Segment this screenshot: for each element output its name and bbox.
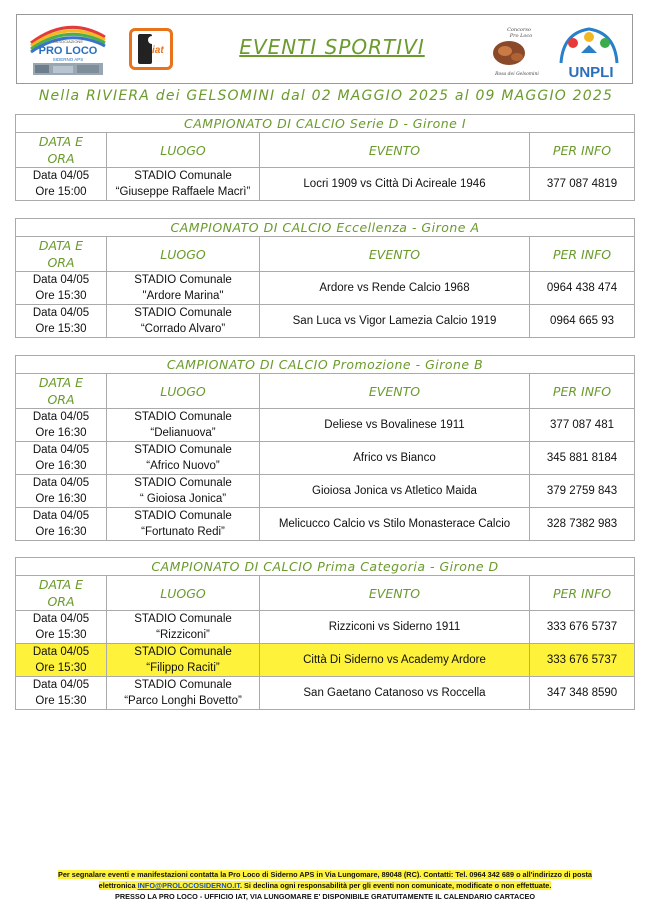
date-time-cell: [16, 475, 107, 508]
column-header-event: EVENTO: [260, 576, 530, 611]
pro-loco-logo: [27, 21, 109, 77]
column-header-date-line1: DATA E: [38, 375, 84, 390]
header-box: [16, 14, 633, 84]
venue-cell-line1: STADIO Comunale: [134, 477, 232, 489]
date-range-subtitle: Nella RIVIERA dei GELSOMINI dal 02 MAGGIO 2025 al 09 MAGGIO 2025: [38, 88, 614, 104]
table-row: [16, 475, 635, 508]
match-cell: Gioiosa Jonica vs Atletico Maida: [260, 475, 530, 508]
date-time-cell-line1: Data 04/05: [32, 510, 90, 522]
venue-cell: [107, 677, 260, 710]
date-time-cell: [16, 644, 107, 677]
info-i-icon: [138, 34, 152, 64]
date-time-cell-line2: Ore 15:30: [35, 290, 87, 302]
date-time-cell: [16, 168, 107, 201]
column-header-date-line1: DATA E: [38, 238, 84, 253]
contact-phone-cell: 0964 438 474: [530, 272, 635, 305]
section-title-row: [16, 219, 635, 237]
contact-phone-cell: 328 7382 983: [530, 508, 635, 541]
section-title: CAMPIONATO DI CALCIO Serie D - Girone I: [16, 115, 635, 133]
rosa-logo-line2: Pro Loco: [509, 33, 533, 39]
column-header-event: EVENTO: [260, 374, 530, 409]
date-time-cell-line2: Ore 15:30: [35, 695, 87, 707]
match-cell: Deliese vs Bovalinese 1911: [260, 409, 530, 442]
venue-cell-line2: “Parco Longhi Bovetto”: [124, 695, 242, 707]
footer-line1: Per segnalare eventi e manifestazioni contatta la Pro Loco di Siderno APS in Via Lungomare, 89048 (RC). Contatti: Tel. 0964 342 689 o all'indirizzo di posta: [57, 870, 592, 879]
section-title: CAMPIONATO DI CALCIO Prima Categoria - Girone D: [16, 558, 635, 576]
venue-cell: [107, 168, 260, 201]
date-time-cell: [16, 305, 107, 338]
table-row: [16, 611, 635, 644]
table-row: [16, 305, 635, 338]
venue-cell-line1: STADIO Comunale: [134, 307, 232, 319]
date-time-cell: [16, 409, 107, 442]
footer-notice: [15, 869, 635, 902]
match-cell: Ardore vs Rende Calcio 1968: [260, 272, 530, 305]
date-time-cell-line2: Ore 15:00: [35, 186, 87, 198]
match-cell: Rizziconi vs Siderno 1911: [260, 611, 530, 644]
column-header-date: [16, 576, 107, 611]
column-header-row: [16, 237, 635, 272]
iat-logo: [129, 28, 173, 70]
column-header-place: LUOGO: [107, 576, 260, 611]
column-header-place: LUOGO: [107, 133, 260, 168]
rosa-dei-gelsomini-logo: [487, 23, 543, 79]
pro-loco-logo-line1: ASSOCIAZIONE: [52, 39, 84, 44]
date-time-cell-line1: Data 04/05: [32, 170, 90, 182]
venue-cell: [107, 272, 260, 305]
unpli-logo-text: UNPLI: [568, 64, 614, 81]
venue-cell-line2: "Ardore Marina": [142, 290, 224, 302]
venue-cell-line1: STADIO Comunale: [134, 679, 232, 691]
column-header-row: [16, 576, 635, 611]
date-time-cell-line2: Ore 16:30: [35, 427, 87, 439]
column-header-info: PER INFO: [530, 237, 635, 272]
column-header-date-line2: ORA: [47, 392, 75, 407]
date-time-cell-line1: Data 04/05: [32, 411, 90, 423]
date-time-cell-line2: Ore 16:30: [35, 493, 87, 505]
venue-cell-line1: STADIO Comunale: [134, 411, 232, 423]
column-header-date-line1: DATA E: [38, 577, 84, 592]
match-cell: Città Di Siderno vs Academy Ardore: [260, 644, 530, 677]
venue-cell-line2: “Filippo Raciti”: [146, 662, 220, 674]
venue-cell: [107, 508, 260, 541]
date-time-cell-line2: Ore 15:30: [35, 323, 87, 335]
venue-cell: [107, 475, 260, 508]
match-cell: San Gaetano Catanoso vs Roccella: [260, 677, 530, 710]
table-row: [16, 677, 635, 710]
footer-email-link[interactable]: INFO@PROLOCOSIDERNO.IT: [137, 881, 240, 890]
table-row: [16, 508, 635, 541]
column-header-row: [16, 374, 635, 409]
venue-cell-line2: “Rizziconi”: [156, 629, 210, 641]
section-title-row: [16, 558, 635, 576]
page-title: EVENTI SPORTIVI: [239, 35, 425, 59]
contact-phone-cell: 0964 665 93: [530, 305, 635, 338]
column-header-info: PER INFO: [530, 374, 635, 409]
date-time-cell: [16, 677, 107, 710]
footer-line2a: elettronica: [98, 881, 138, 890]
venue-cell: [107, 305, 260, 338]
venue-cell-line2: “Fortunato Redi”: [141, 526, 225, 538]
unpli-logo: [553, 23, 625, 81]
column-header-date-line1: DATA E: [38, 134, 84, 149]
date-time-cell-line1: Data 04/05: [32, 679, 90, 691]
venue-cell-line2: “Delianuova”: [150, 427, 216, 439]
contact-phone-cell: 345 881 8184: [530, 442, 635, 475]
column-header-date: [16, 133, 107, 168]
date-time-cell-line1: Data 04/05: [32, 307, 90, 319]
contact-phone-cell: 333 676 5737: [530, 611, 635, 644]
date-time-cell-line2: Ore 15:30: [35, 629, 87, 641]
venue-cell-line2: “Corrado Alvaro”: [140, 323, 226, 335]
events-table-eccellenza: [15, 218, 635, 338]
contact-phone-cell: 347 348 8590: [530, 677, 635, 710]
table-row: [16, 442, 635, 475]
contact-phone-cell: 377 087 4819: [530, 168, 635, 201]
venue-cell-line2: “ Gioiosa Jonica”: [139, 493, 227, 505]
column-header-event: EVENTO: [260, 133, 530, 168]
date-time-cell-line1: Data 04/05: [32, 477, 90, 489]
match-cell: San Luca vs Vigor Lamezia Calcio 1919: [260, 305, 530, 338]
venue-cell-line1: STADIO Comunale: [134, 444, 232, 456]
date-time-cell: [16, 272, 107, 305]
column-header-date: [16, 374, 107, 409]
column-header-info: PER INFO: [530, 576, 635, 611]
column-header-row: [16, 133, 635, 168]
column-header-date: [16, 237, 107, 272]
events-table-prima-categoria: [15, 557, 635, 710]
date-time-cell: [16, 442, 107, 475]
section-title-row: [16, 356, 635, 374]
date-time-cell-line1: Data 04/05: [32, 444, 90, 456]
column-header-date-line2: ORA: [47, 594, 75, 609]
date-time-cell-line2: Ore 16:30: [35, 526, 87, 538]
contact-phone-cell: 379 2759 843: [530, 475, 635, 508]
rosa-logo-line3: Rosa dei Gelsomini: [495, 72, 539, 77]
column-header-event: EVENTO: [260, 237, 530, 272]
events-table-serie-d: [15, 114, 635, 201]
column-header-info: PER INFO: [530, 133, 635, 168]
venue-cell-line1: STADIO Comunale: [134, 613, 232, 625]
venue-cell: [107, 644, 260, 677]
column-header-place: LUOGO: [107, 237, 260, 272]
date-time-cell-line2: Ore 15:30: [35, 662, 87, 674]
section-title: CAMPIONATO DI CALCIO Promozione - Girone B: [16, 356, 635, 374]
footer-line3: PRESSO LA PRO LOCO - UFFICIO IAT, VIA LUNGOMARE E' DISPONIBILE GRATUITAMENTE IL CALENDARIO CARTACEO: [114, 892, 536, 901]
venue-cell: [107, 611, 260, 644]
date-time-cell: [16, 611, 107, 644]
section-title-row: [16, 115, 635, 133]
venue-cell-line1: STADIO Comunale: [134, 274, 232, 286]
date-time-cell: [16, 508, 107, 541]
contact-phone-cell: 377 087 481: [530, 409, 635, 442]
column-header-date-line2: ORA: [47, 151, 75, 166]
column-header-place: LUOGO: [107, 374, 260, 409]
venue-cell-line1: STADIO Comunale: [134, 170, 232, 182]
pro-loco-logo-line2: PRO LOCO: [38, 45, 98, 57]
venue-cell-line1: STADIO Comunale: [134, 646, 232, 658]
column-header-date-line2: ORA: [47, 255, 75, 270]
contact-phone-cell: 333 676 5737: [530, 644, 635, 677]
table-row: [16, 409, 635, 442]
date-time-cell-line2: Ore 16:30: [35, 460, 87, 472]
date-time-cell-line1: Data 04/05: [32, 274, 90, 286]
table-row: [16, 272, 635, 305]
rosa-logo-line1: Concorso: [507, 27, 531, 33]
section-title: CAMPIONATO DI CALCIO Eccellenza - Girone A: [16, 219, 635, 237]
match-cell: Locri 1909 vs Città Di Acireale 1946: [260, 168, 530, 201]
date-time-cell-line1: Data 04/05: [32, 646, 90, 658]
date-time-cell-line1: Data 04/05: [32, 613, 90, 625]
venue-cell-line1: STADIO Comunale: [134, 510, 232, 522]
events-table-promozione: [15, 355, 635, 541]
iat-logo-text: iat: [152, 45, 164, 56]
venue-cell: [107, 442, 260, 475]
venue-cell-line2: “Africo Nuovo”: [146, 460, 220, 472]
footer-line2b: . Si declina ogni responsabilità per gli eventi non comunicate, modificate o non effettuate.: [239, 881, 552, 890]
table-row: [16, 644, 635, 677]
venue-cell-line2: “Giuseppe Raffaele Macrì”: [115, 186, 251, 198]
table-row: [16, 168, 635, 201]
match-cell: Africo vs Bianco: [260, 442, 530, 475]
venue-cell: [107, 409, 260, 442]
match-cell: Melicucco Calcio vs Stilo Monasterace Calcio: [260, 508, 530, 541]
pro-loco-logo-line3: SIDERNO APS: [52, 57, 84, 62]
